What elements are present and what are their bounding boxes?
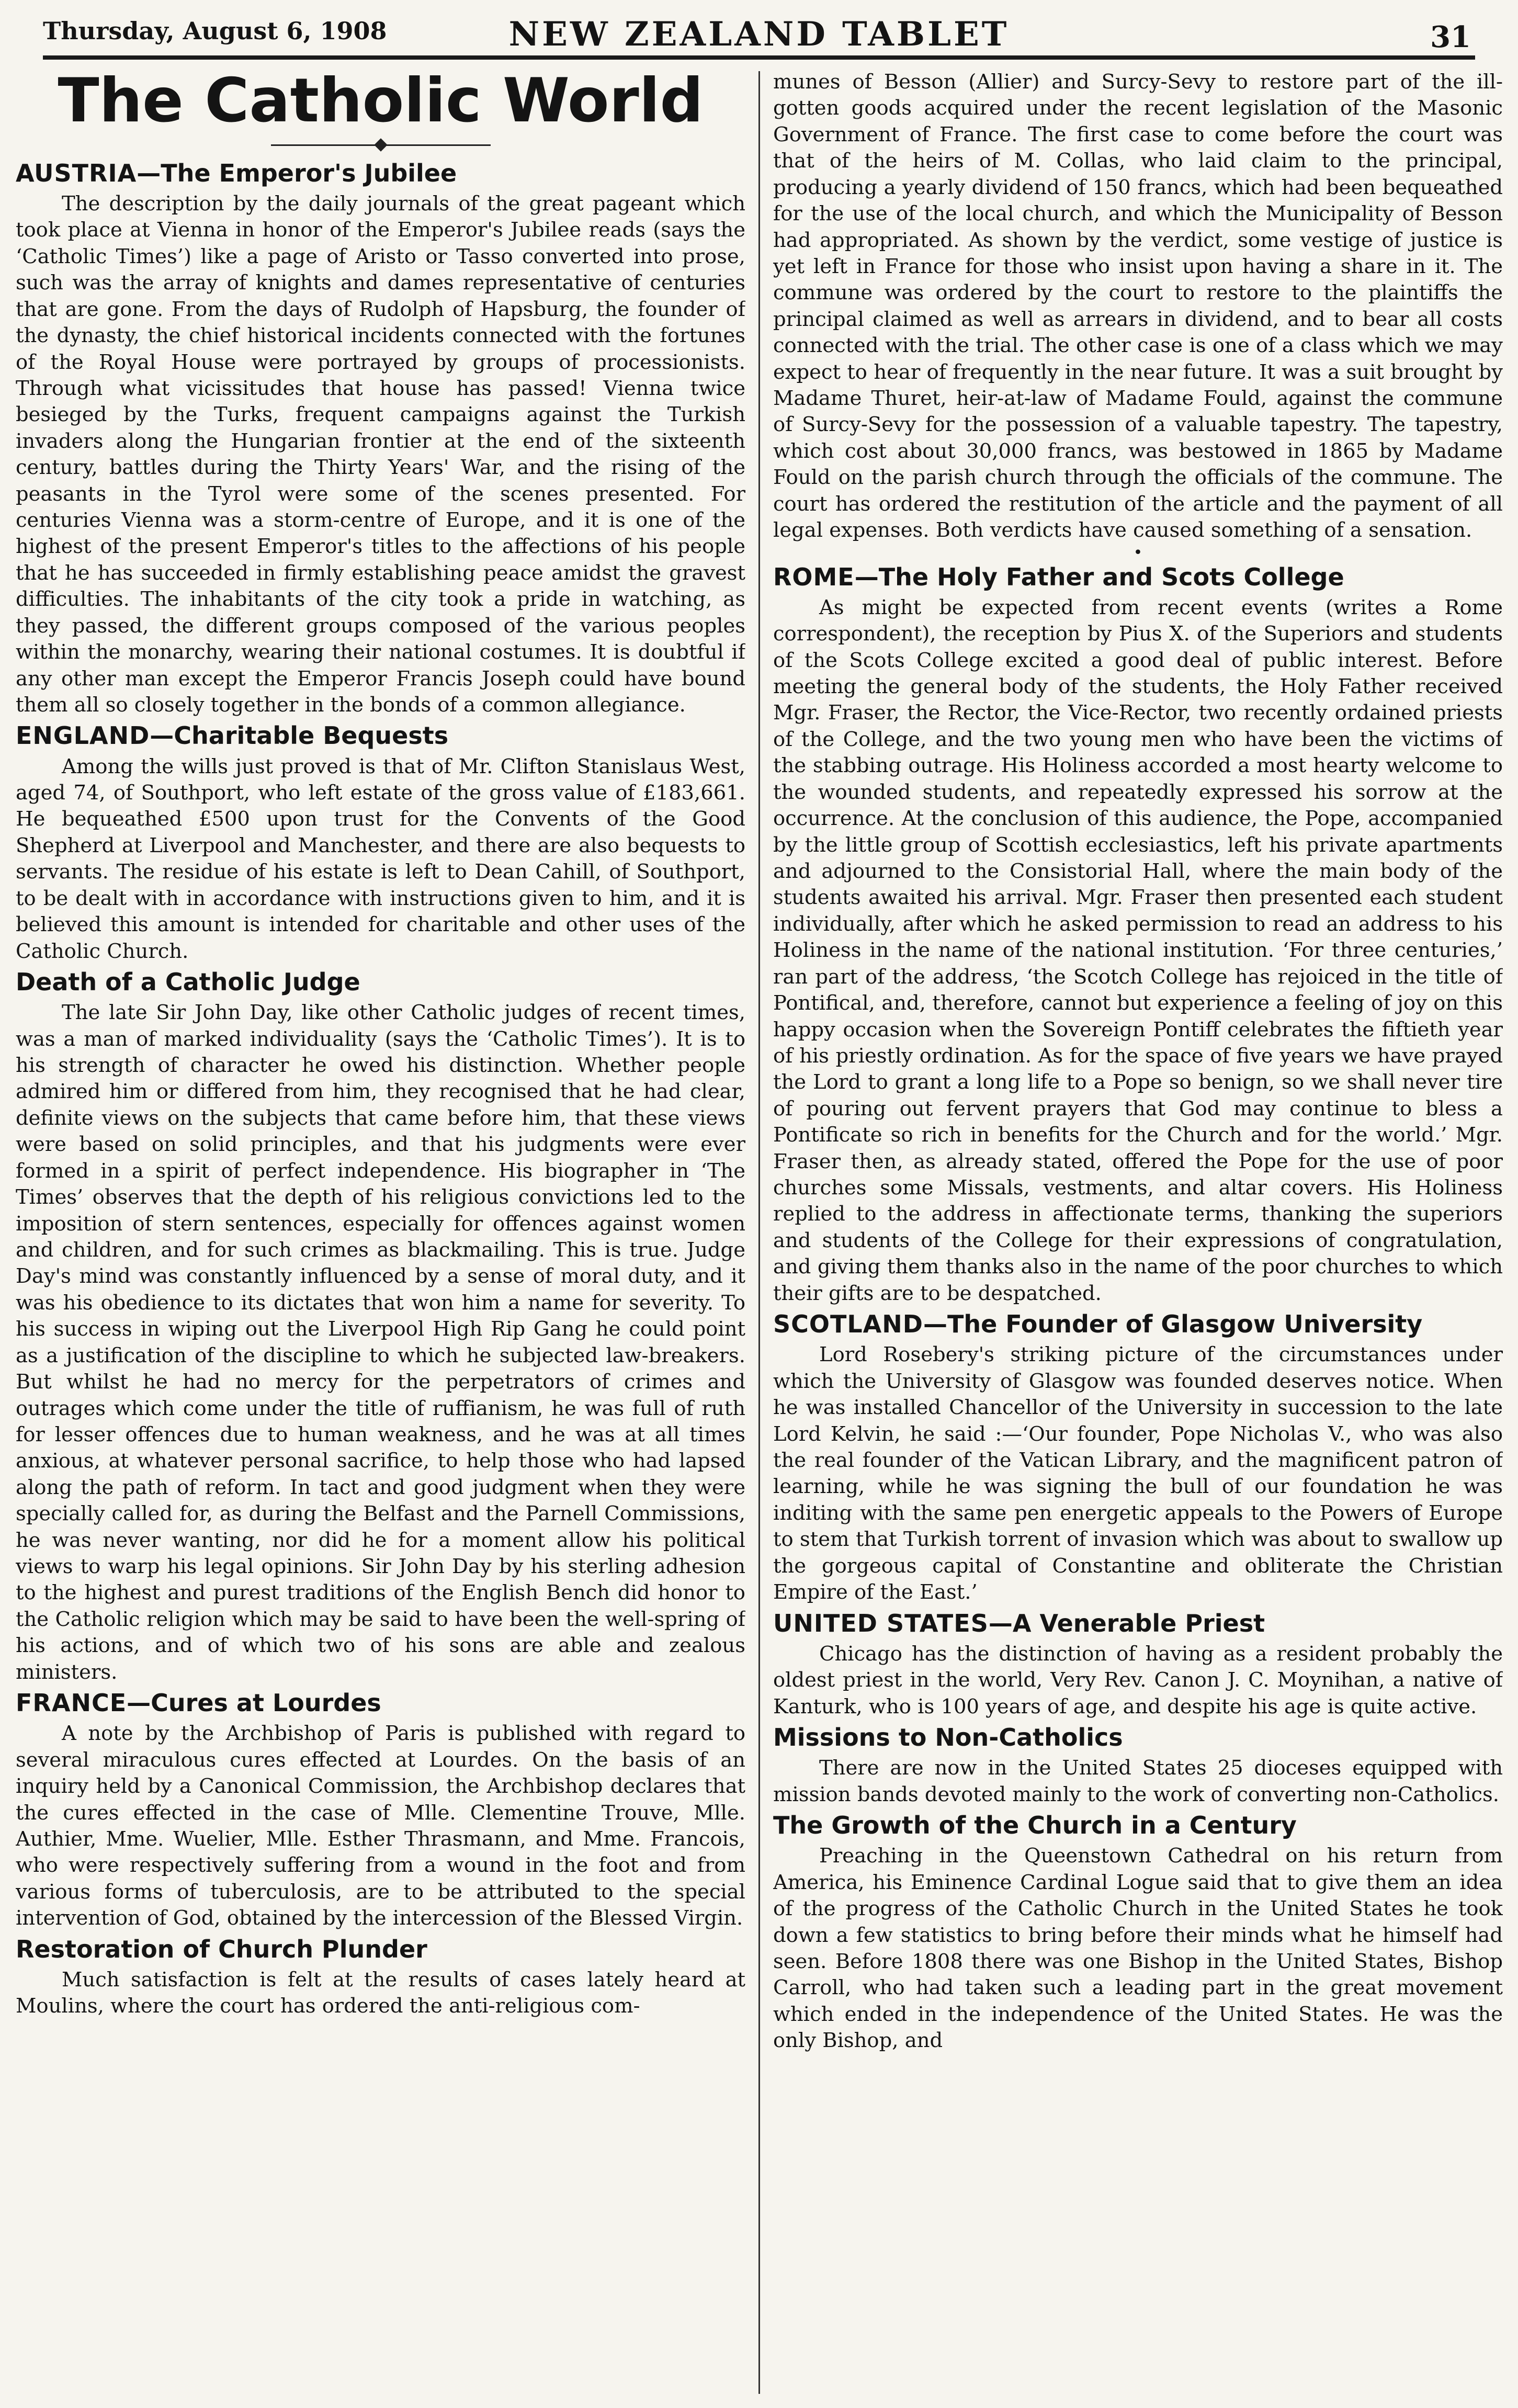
article-france [16, 1689, 745, 1932]
title-ornament [271, 137, 491, 153]
article-title: Missions to Non-Catholics [773, 1723, 1123, 1752]
article-body: Chicago has the distinction of having as a resident probably the oldest priest in the world, Very Rev. Canon J. C. Moynihan, a native of Kanturk, who is 100 years of age, and despite his age is quite active. [773, 1642, 1503, 1719]
article-england [16, 721, 745, 965]
article-body: Lord Rosebery's striking picture of the circumstances under which the University of Glasgow was founded deserves notice. When he was installed Chancellor of the University in succession to the late Lord Kelvin, he said :—‘Our founder, Pope Nicholas V., who was also the real founder of the Vatican Library, and the magnificent patron of learning, while he was signing the bull of our foundation he was inditing with the same pen energetic appeals to the Powers of Europe to stem that Turkish torrent of invasion which was about to swallow up the gorgeous capital of Constantine and obliterate the Christian Empire of the East.’ [773, 1343, 1503, 1604]
article-heading [773, 1609, 1503, 1638]
heading-dash: — [988, 1609, 1013, 1637]
article-body: There are now in the United States 25 dioceses equipped with mission bands devoted mainly to the work of converting non-Catholics. [773, 1756, 1503, 1806]
article-body: The late Sir John Day, like other Catholic judges of recent times, was a man of marked individuality (says the ‘Catholic Times’). It is to his strength of character he owed his distinction. Whether people admired him or differed from him, they recognised that he had clear, definite views on the subjects that came before him, that these views were based on solid principles, and that his judgments were ever formed in a spirit of perfect independence. His biographer in ‘The Times’ observes that the depth of his religious convictions led to the imposition of stern sentences, especially for offences against women and children, and for such crimes as blackmailing. This is true. Judge Day's mind was constantly influenced by a sense of moral duty, and it was his obedience to its dictates that won him a name for severity. To his success in wiping out the Liverpool High Rip Gang he could point as a justification of the discipline to which he subjected law-breakers. But whilst he had no mercy for the perpetrators of crimes and outrages which come under the title of ruffianism, he was full of ruth for lesser offences due to human weakness, and he was at all times anxious, at whatever personal sacrifice, to help those who had lapsed along the path of reform. In tact and good judgment when they were specially called for, as during the Belfast and the Parnell Commissions, he was never wanting, nor did he for a moment allow his political views to warp his legal opinions. Sir John Day by his sterling adhesion to the highest and purest traditions of the English Bench did honor to the Catholic religion which may be said to have been the well-spring of his actions, and of which two of his sons are able and zealous ministers. [16, 1001, 745, 1684]
article-title: Death of a Catholic Judge [16, 967, 360, 996]
masthead [43, 15, 1475, 60]
heading-dash: — [923, 1310, 947, 1339]
article-body: Preaching in the Queenstown Cathedral on his return from America, his Eminence Cardinal Logue said that to give them an idea of the progress of the Catholic Church in the United States he took down a few statistics to bring before their minds what he himself had seen. Before 1808 there was one Bishop in the United States, Bishop Carroll, who had taken such a leading part in the great movement which ended in the independence of the United States. He was the only Bishop, and [773, 1844, 1503, 2053]
article-church-growth [773, 1811, 1503, 2054]
article-place: AUSTRIA [16, 159, 137, 187]
article-heading [16, 1935, 745, 1964]
page-number: 31 [1430, 20, 1471, 54]
article-rome [773, 563, 1503, 1307]
article-place: ROME [773, 562, 855, 591]
article-catholic-judge [16, 968, 745, 1686]
article-heading [773, 1811, 1503, 1840]
heading-dash: — [854, 562, 879, 591]
article-body: Among the wills just proved is that of Mr. Clifton Stanislaus West, aged 74, of Southport, who left estate of the gross value of £183,661. He bequeathed £500 upon trust for the Convents of the Good Shepherd at Liverpool and Manchester, and there are also bequests to servants. The residue of his estate is left to Dean Cahill, of Southport, to be dealt with in accordance with instructions given to him, and it is believed this amount is intended for charitable and other uses of the Catholic Church. [16, 754, 745, 963]
article-title: Charitable Bequests [174, 721, 449, 750]
issue-date: Thursday, August 6, 1908 [43, 17, 387, 45]
article-heading [773, 563, 1503, 592]
article-heading [773, 1310, 1503, 1339]
article-austria [16, 159, 745, 719]
article-title: The Growth of the Church in a Century [773, 1811, 1297, 1840]
left-column [16, 69, 745, 2397]
heading-dash: — [137, 159, 161, 187]
right-column [773, 69, 1503, 2397]
article-scotland [773, 1310, 1503, 1606]
article-place: UNITED STATES [773, 1609, 989, 1637]
article-body: As might be expected from recent events (writes a Rome correspondent), the reception by Pius X. of the Superiors and students of the Scots College excited a good deal of public interest. Before meeting the general body of the students, the Holy Father received Mgr. Fraser, the Rector, the Vice-Rector, two recently ordained priests of the College, and the two young men who have been the victims of the stabbing outrage. His Holiness accorded a most hearty welcome to the wounded students, and repeatedly expressed his sorrow at the occurrence. At the conclusion of this audience, the Pope, accompanied by the little group of Scottish ecclesiastics, left his private apartments and adjourned to the Consistorial Hall, where the main body of the students awaited his arrival. Mgr. Fraser then presented each student individually, after which he asked permission to read an address to his Holiness in the name of the national institution. ‘For three centuries,’ ran part of the address, ‘the Scotch College has rejoiced in the title of Pontifical, and, therefore, cannot but experience a feeling of joy on this happy occasion when the Sovereign Pontiff celebrates the fiftieth year of his priestly ordination. As for the space of five years we have prayed the Lord to grant a long life to a Pope so benign, so we shall never tire of pouring out fervent prayers that God may continue to bless a Pontificate so rich in benefits for the Church and for the world.’ Mgr. Fraser then, as already stated, offered the Pope for the use of poor churches some Missals, vestments, and altar covers. His Holiness replied to the address in affectionate terms, thanking the superiors and students of the College for their expressions of congratulation, and giving them thanks also in the name of the poor churches to which their gifts are to be despatched. [773, 595, 1503, 1305]
article-title: The Holy Father and Scots College [878, 562, 1344, 591]
article-heading [773, 1723, 1503, 1752]
section-title: The Catholic World [58, 69, 704, 136]
article-heading [16, 1689, 745, 1717]
article-place: SCOTLAND [773, 1310, 923, 1339]
article-heading [16, 159, 745, 188]
article-missions [773, 1723, 1503, 1808]
article-place: ENGLAND [16, 721, 150, 750]
article-title: The Founder of Glasgow University [947, 1310, 1423, 1339]
article-body: A note by the Archbishop of Paris is published with regard to several miraculous cures effected at Lourdes. On the basis of an inquiry held by a Canonical Commission, the Archbishop declares that the cures effected in the case of Mlle. Clementine Trouve, Mlle. Authier, Mme. Wuelier, Mlle. Esther Thrasmann, and Mme. Francois, who were respectively suffering from a wound in the foot and from various forms of tuberculosis, are to be attributed to the special intervention of God, obtained by the intercession of the Blessed Virgin. [16, 1722, 745, 1930]
article-title: Restoration of Church Plunder [16, 1935, 427, 1963]
article-place: FRANCE [16, 1689, 127, 1717]
article-church-plunder [16, 1935, 745, 2020]
ornament-diamond-icon [374, 138, 387, 151]
separator-bullet-icon: • [1133, 543, 1143, 562]
article-title: Cures at Lourdes [151, 1689, 381, 1717]
article-title: A Venerable Priest [1012, 1609, 1265, 1637]
column-rule [758, 71, 760, 2394]
heading-dash: — [127, 1689, 151, 1717]
article-united-states [773, 1609, 1503, 1720]
article-title: The Emperor's Jubilee [161, 159, 457, 187]
article-heading [16, 968, 745, 997]
article-body: The description by the daily journals of the great pageant which took place at Vienna in honor of the Emperor's Jubilee reads (says the ‘Catholic Times’) like a page of Aristo or Tasso converted into prose, such was the array of knights and dames representative of centuries that are gone. From the days of Rudolph of Hapsburg, the founder of the dynasty, the chief historical incidents connected with the fortunes of the Royal House were portrayed by groups of processionists. Through what vicissitudes that house has passed! Vienna twice besieged by the Turks, frequent campaigns against the Turkish invaders along the Hungarian frontier at the end of the sixteenth century, battles during the Thirty Years' War, and the rising of the peasants in the Tyrol were some of the scenes presented. For centuries Vienna was a storm-centre of Europe, and it is one of the highest of the present Emperor's titles to the affections of his people that he has succeeded in firmly establishing peace amidst the gravest difficulties. The inhabitants of the city took a pride in watching, as they passed, the different groups composed of the various peoples within the monarchy, wearing their national costumes. It is doubtful if any other man except the Emperor Francis Joseph could have bound them all so closely together in the bonds of a common allegiance. [16, 191, 745, 717]
article-body: Much satisfaction is felt at the results of cases lately heard at Moulins, where the court has ordered the anti-religious com- [16, 1968, 745, 2018]
continued-text: munes of Besson (Allier) and Surcy-Sevy to restore part of the ill-gotten goods acquired under the recent legislation of the Masonic Government of France. The first case to come before the court was that of the heirs of M. Collas, who laid claim to the principal, producing a yearly dividend of 150 francs, which had been bequeathed for the use of the local church, and which the Municipality of Besson had appropriated. As shown by the verdict, some vestige of justice is yet left in France for those who insist upon having a share in it. The commune was ordered by the court to restore to the plaintiffs the principal claimed as well as arrears in dividend, and to bear all costs connected with the trial. The other case is one of a class which we may expect to hear of frequently in the near future. It was a suit brought by Madame Thuret, heir-at-law of Madame Fould, against the commune of Surcy-Sevy for the possession of a valuable tapestry. The tapestry, which cost about 30,000 francs, was bestowed in 1865 by Madame Fould on the parish church through the officials of the commune. The court has ordered the restitution of the article and the payment of all legal expenses. Both verdicts have caused something of a sensation. [773, 70, 1503, 542]
newspaper-title: NEW ZEALAND TABLET [508, 15, 1010, 54]
article-heading [16, 721, 745, 750]
heading-dash: — [150, 721, 174, 750]
